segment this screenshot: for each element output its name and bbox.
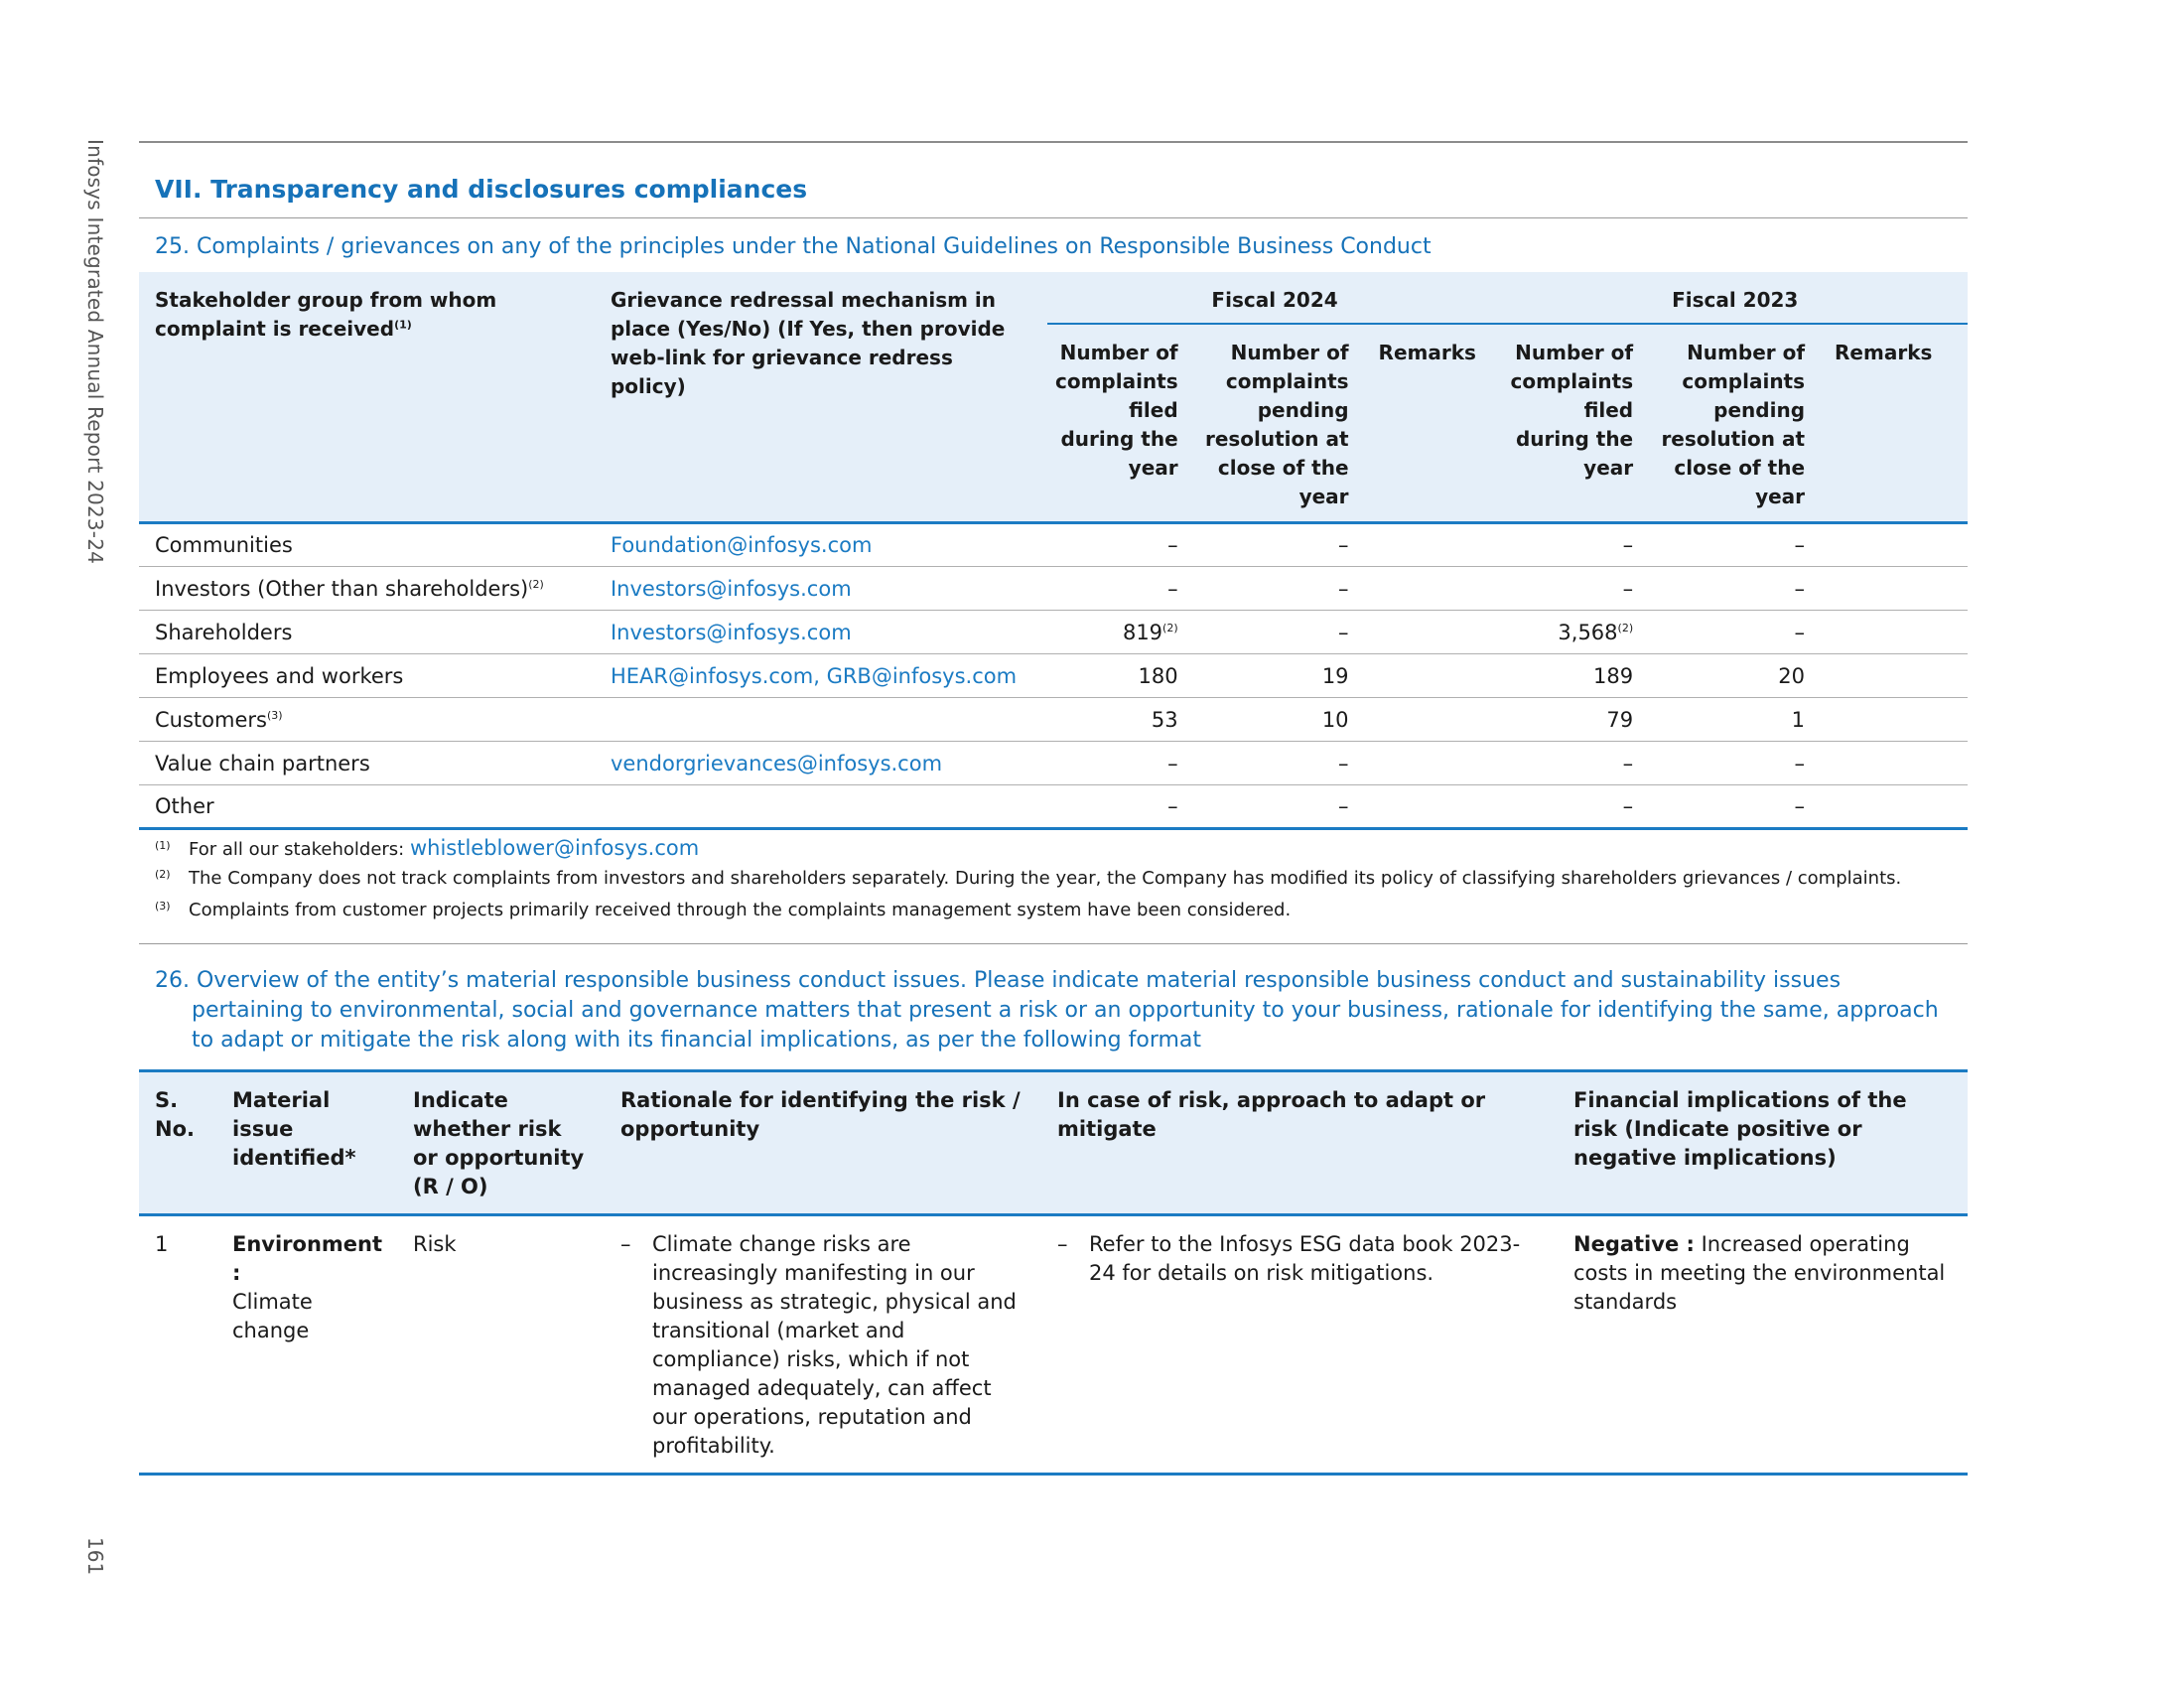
stakeholder-group: Other xyxy=(155,794,214,818)
footnote-text xyxy=(189,900,1291,920)
fy23-filed-value: – xyxy=(1622,576,1634,601)
grievance-link-cell xyxy=(595,567,1047,611)
stakeholder-group: Investors (Other than shareholders) xyxy=(155,576,529,601)
header-risk-opportunity: Indicate whether risk or opportunity (R / O) xyxy=(397,1071,605,1215)
fy23-filed xyxy=(1502,698,1651,742)
table-row xyxy=(139,785,1968,829)
fy23-pending xyxy=(1651,785,1823,829)
issue-category: Environment : xyxy=(232,1232,383,1285)
approach-text: Refer to the Infosys ESG data book 2023-24 for details on risk mitigations. xyxy=(1089,1232,1521,1285)
stakeholder-group: Customers xyxy=(155,707,267,732)
material-issues-rows xyxy=(139,1215,1968,1475)
stakeholder-group-cell xyxy=(139,567,595,611)
footnote-ref: (2) xyxy=(1617,621,1634,634)
footnote-body: For all our stakeholders: xyxy=(189,839,410,860)
grievance-email-link[interactable]: HEAR@infosys.com, GRB@infosys.com xyxy=(610,663,1018,688)
page-number: 161 xyxy=(83,1537,107,1576)
table-row xyxy=(139,611,1968,654)
rationale-text: Climate change risks are increasingly manifesting in our business as strategic, physical and transitional (market and compliance) risks, which if not managed adequately, can affect our operations, reputation and profitability. xyxy=(652,1232,1017,1458)
fy24-pending xyxy=(1196,611,1367,654)
footnote xyxy=(155,900,1968,931)
fy24-remarks xyxy=(1367,654,1503,698)
grievance-email-link[interactable]: Investors@infosys.com xyxy=(610,620,852,644)
header-issue: Material issue identified* xyxy=(216,1071,397,1215)
approach-cell xyxy=(1041,1215,1558,1475)
fy24-filed xyxy=(1047,567,1196,611)
grievance-email-link[interactable]: vendorgrievances@infosys.com xyxy=(610,751,943,775)
table-row xyxy=(139,1215,1968,1475)
complaints-rows xyxy=(139,523,1968,829)
stakeholder-group-cell xyxy=(139,785,595,829)
fy24-filed-value: 180 xyxy=(1138,663,1178,688)
whistleblower-link[interactable]: whistleblower@infosys.com xyxy=(409,836,700,860)
table-row xyxy=(139,654,1968,698)
complaints-header-row xyxy=(139,272,1968,324)
header-fiscal-2023: Fiscal 2023 xyxy=(1502,272,1968,324)
fy24-pending-value: – xyxy=(1338,576,1349,601)
grievance-link-cell xyxy=(595,785,1047,829)
fy23-filed-value: 3,568 xyxy=(1558,620,1618,644)
fy23-pending-value: – xyxy=(1794,794,1806,818)
table-row xyxy=(139,698,1968,742)
issue-name: Climate change xyxy=(232,1290,313,1342)
footnote-body: Complaints from customer projects primarily received through the complaints management system have been considered. xyxy=(189,900,1292,920)
sno-cell: 1 xyxy=(139,1215,216,1475)
fy23-remarks xyxy=(1823,698,1968,742)
header-sno: S. No. xyxy=(139,1071,216,1215)
fy23-pending-value: – xyxy=(1794,751,1806,775)
fy24-filed xyxy=(1047,698,1196,742)
fy24-filed-value: 53 xyxy=(1151,707,1178,732)
fy23-remarks xyxy=(1823,523,1968,567)
header-financial: Financial implications of the risk (Indicate positive or negative implications) xyxy=(1558,1071,1968,1215)
stakeholder-group: Employees and workers xyxy=(155,663,404,688)
fy24-pending xyxy=(1196,742,1367,785)
fy24-pending xyxy=(1196,785,1367,829)
fy23-filed-value: 189 xyxy=(1593,663,1634,688)
fy24-pending-value: – xyxy=(1338,533,1349,557)
fy24-remarks xyxy=(1367,567,1503,611)
stakeholder-group: Shareholders xyxy=(155,620,293,644)
fy24-remarks xyxy=(1367,742,1503,785)
stakeholder-group-cell xyxy=(139,742,595,785)
issue-cell xyxy=(216,1215,397,1475)
stakeholder-group-cell xyxy=(139,698,595,742)
fy23-pending xyxy=(1651,698,1823,742)
rationale-cell xyxy=(605,1215,1041,1475)
footnote xyxy=(155,868,1968,900)
table-row xyxy=(139,567,1968,611)
grievance-link-cell xyxy=(595,742,1047,785)
financial-cell xyxy=(1558,1215,1968,1475)
stakeholder-group-cell xyxy=(139,611,595,654)
fy23-pending xyxy=(1651,523,1823,567)
table-row xyxy=(139,742,1968,785)
fy24-filed xyxy=(1047,742,1196,785)
fy23-filed xyxy=(1502,523,1651,567)
report-side-title: Infosys Integrated Annual Report 2023-24 xyxy=(83,139,107,565)
fy24-remarks xyxy=(1367,785,1503,829)
fy24-pending xyxy=(1196,654,1367,698)
fy24-pending-value: – xyxy=(1338,794,1349,818)
fy24-pending-value: 10 xyxy=(1321,707,1349,732)
material-issues-table xyxy=(139,1069,1968,1476)
header-fy23-pending: Number of complaints pending resolution at close of the year xyxy=(1661,341,1806,508)
fy23-pending xyxy=(1651,742,1823,785)
fy24-filed xyxy=(1047,785,1196,829)
fy23-remarks xyxy=(1823,785,1968,829)
footnote-mark: (3) xyxy=(155,900,171,913)
fy23-pending xyxy=(1651,567,1823,611)
fy23-remarks xyxy=(1823,742,1968,785)
footnote xyxy=(155,836,1968,868)
grievance-link-cell xyxy=(595,611,1047,654)
header-approach: In case of risk, approach to adapt or mitigate xyxy=(1041,1071,1558,1215)
rationale-bullet xyxy=(620,1230,1029,1461)
fy24-filed xyxy=(1047,654,1196,698)
fy24-remarks xyxy=(1367,698,1503,742)
header-fy24-remarks: Remarks xyxy=(1378,341,1476,364)
fy23-filed xyxy=(1502,654,1651,698)
fy24-pending-value: – xyxy=(1338,751,1349,775)
fy24-pending-value: – xyxy=(1338,620,1349,644)
footnote-text xyxy=(189,836,699,860)
fy23-pending-value: 1 xyxy=(1791,707,1806,732)
complaints-table xyxy=(139,272,1968,830)
header-mechanism: Grievance redressal mechanism in place (Yes/No) (If Yes, then provide web-link for grievance redress policy) xyxy=(610,288,1006,398)
fy23-filed-value: – xyxy=(1622,533,1634,557)
dash-marker: – xyxy=(620,1232,631,1256)
fy23-pending xyxy=(1651,611,1823,654)
fy24-remarks xyxy=(1367,611,1503,654)
footnote-mark: (2) xyxy=(155,868,171,881)
header-fy24-pending: Number of complaints pending resolution at close of the year xyxy=(1204,341,1349,508)
risk-opportunity-cell: Risk xyxy=(397,1215,605,1475)
approach-bullet xyxy=(1057,1230,1546,1288)
fy23-remarks xyxy=(1823,567,1968,611)
fy24-pending-value: 19 xyxy=(1321,663,1349,688)
page-content xyxy=(139,141,1968,1476)
footnote-mark: (1) xyxy=(155,839,171,852)
stakeholder-group: Value chain partners xyxy=(155,751,370,775)
header-fiscal-2024: Fiscal 2024 xyxy=(1047,272,1503,324)
dash-marker: – xyxy=(1057,1232,1068,1256)
financial-label: Negative : xyxy=(1573,1232,1695,1256)
fy24-pending xyxy=(1196,523,1367,567)
fy24-pending xyxy=(1196,567,1367,611)
footnote-text xyxy=(189,868,1901,889)
stakeholder-group-cell xyxy=(139,523,595,567)
q25-title: 25. Complaints / grievances on any of the principles under the National Guidelines on Responsible Business Conduct xyxy=(155,234,1432,259)
footnotes xyxy=(139,830,1968,943)
fy24-filed-value: – xyxy=(1167,751,1178,775)
fy23-filed xyxy=(1502,742,1651,785)
fy24-filed-value: – xyxy=(1167,576,1178,601)
stakeholder-group-cell xyxy=(139,654,595,698)
material-issues-header-row xyxy=(139,1071,1968,1215)
fy23-filed-value: 79 xyxy=(1606,707,1634,732)
fy24-remarks xyxy=(1367,523,1503,567)
header-fy24-filed: Number of complaints filed during the year xyxy=(1054,341,1178,480)
fy23-filed xyxy=(1502,611,1651,654)
fy24-filed xyxy=(1047,611,1196,654)
fy24-filed xyxy=(1047,523,1196,567)
header-rationale: Rationale for identifying the risk / opportunity xyxy=(605,1071,1041,1215)
fy24-filed-value: – xyxy=(1167,794,1178,818)
fy23-pending xyxy=(1651,654,1823,698)
fy23-filed-value: – xyxy=(1622,794,1634,818)
fy24-pending xyxy=(1196,698,1367,742)
fy24-filed-value: – xyxy=(1167,533,1178,557)
q26-title: 26. Overview of the entity’s material responsible business conduct issues. Please indicate material responsible business conduct and sustainability issues pertaining to environmental, social and governance matters that present a risk or an opportunity to your business, rationale for identifying the same, approach to adapt or mitigate the risk along with its financial implications, as per the following format xyxy=(155,968,1939,1053)
table-row xyxy=(139,523,1968,567)
footnote-ref: (3) xyxy=(266,708,283,722)
grievance-email-link[interactable]: Investors@infosys.com xyxy=(610,576,852,601)
header-fy23-filed: Number of complaints filed during the year xyxy=(1510,341,1634,480)
stakeholder-group: Communities xyxy=(155,533,293,557)
fy23-remarks xyxy=(1823,611,1968,654)
fy24-filed-value: 819 xyxy=(1122,620,1163,644)
fy23-pending-value: – xyxy=(1794,533,1806,557)
fy23-pending-value: – xyxy=(1794,620,1806,644)
fy23-filed xyxy=(1502,567,1651,611)
header-stakeholder: Stakeholder group from whom complaint is received$^{(1)}$ xyxy=(155,288,497,341)
financial-text: Increased operating costs in meeting the environmental standards xyxy=(1573,1232,1946,1314)
footnote-body: The Company does not track complaints from investors and shareholders separately. During the year, the Company has modified its policy of classifying shareholders grievances / complaints. xyxy=(189,868,1902,889)
grievance-link-cell xyxy=(595,523,1047,567)
fy23-pending-value: – xyxy=(1794,576,1806,601)
grievance-email-link[interactable]: Foundation@infosys.com xyxy=(610,533,873,557)
section-title: VII. Transparency and disclosures compliances xyxy=(155,175,808,204)
footnote-ref: (2) xyxy=(1162,621,1178,634)
footnote-ref: (2) xyxy=(528,577,544,591)
grievance-link-cell xyxy=(595,698,1047,742)
grievance-link-cell xyxy=(595,654,1047,698)
fy23-filed xyxy=(1502,785,1651,829)
fy23-remarks xyxy=(1823,654,1968,698)
fy23-pending-value: 20 xyxy=(1778,663,1806,688)
fy23-filed-value: – xyxy=(1622,751,1634,775)
header-fy23-remarks: Remarks xyxy=(1835,341,1933,364)
